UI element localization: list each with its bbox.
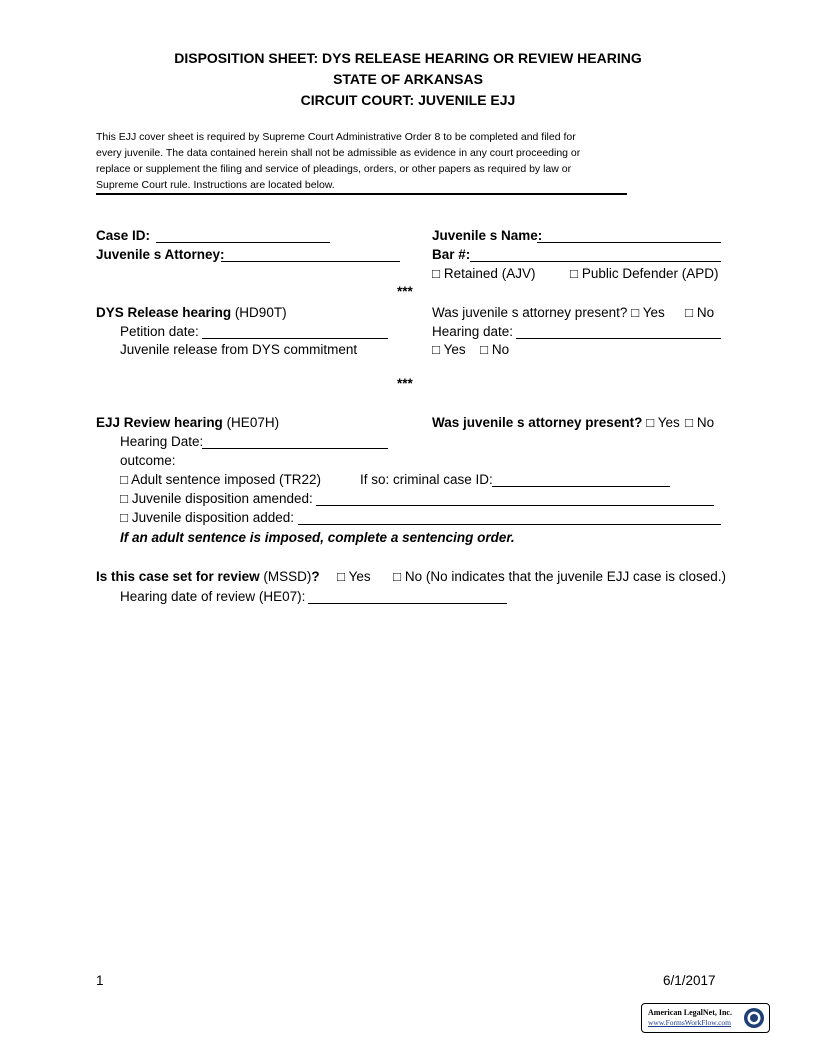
retained-checkbox[interactable]: □ Retained (AJV) <box>432 266 536 281</box>
hearing-date-field[interactable] <box>516 326 721 339</box>
legalnet-badge[interactable] <box>641 1003 770 1033</box>
hearing-date-label: Hearing date: <box>432 324 514 339</box>
ejj-hearing-title: EJJ Review hearing (HE07H) <box>96 415 280 430</box>
page-number: 1 <box>96 973 104 988</box>
ejj-hearing-date-label: Hearing Date: <box>120 434 204 449</box>
case-id-label: Case ID: <box>96 228 151 243</box>
intro-line-3: replace or supplement the filing and service of pleadings, orders, or other papers as required by law or <box>96 163 572 175</box>
intro-divider <box>96 193 627 195</box>
form-state: STATE OF ARKANSAS <box>333 71 483 87</box>
petition-date-field[interactable] <box>202 326 388 339</box>
bar-field[interactable] <box>470 249 721 262</box>
release-no[interactable]: □ No <box>480 342 510 357</box>
ejj-attorney-present: Was juvenile s attorney present? □ Yes <box>432 415 680 430</box>
intro-line-1: This EJJ cover sheet is required by Supreme Court Administrative Order 8 to be completed and filed for <box>96 131 576 143</box>
disposition-amended-checkbox[interactable]: □ Juvenile disposition amended: <box>120 491 313 506</box>
form-date: 6/1/2017 <box>663 973 716 988</box>
intro-line-2: every juvenile. The data contained herein shall not be admissible as evidence in any court proceeding or <box>96 147 581 159</box>
criminal-case-field[interactable] <box>492 474 670 487</box>
disposition-added-checkbox[interactable]: □ Juvenile disposition added: <box>120 510 295 525</box>
case-id-field[interactable] <box>156 230 330 243</box>
attorney-label: Juvenile s Attorney: <box>96 247 225 262</box>
disposition-amended-field[interactable] <box>316 493 714 506</box>
dys-hearing-title: DYS Release hearing (HD90T) <box>96 305 287 320</box>
separator-2: *** <box>397 376 413 391</box>
ejj-attorney-no[interactable]: □ No <box>685 415 715 430</box>
adult-sentence-checkbox[interactable]: □ Adult sentence imposed (TR22) <box>120 472 322 487</box>
public-defender-checkbox[interactable]: □ Public Defender (APD) <box>570 266 719 281</box>
release-label: Juvenile release from DYS commitment <box>120 342 358 357</box>
sentencing-note: If an adult sentence is imposed, complete a sentencing order. <box>120 530 515 545</box>
review-yes[interactable]: □ Yes <box>337 569 371 584</box>
bar-label: Bar #: <box>432 247 471 262</box>
criminal-case-label: If so: criminal case ID: <box>360 472 493 487</box>
review-date-field[interactable] <box>308 591 507 604</box>
review-no[interactable]: □ No (No indicates that the juvenile EJJ case is closed.) <box>393 569 727 584</box>
ejj-hearing-date-field[interactable] <box>202 436 388 449</box>
petition-date-label: Petition date: <box>120 324 199 339</box>
globe-icon <box>743 1007 765 1029</box>
release-yes[interactable]: □ Yes <box>432 342 466 357</box>
ejj-attorney-yes[interactable]: □ Yes <box>642 415 680 430</box>
juvenile-name-label: Juvenile s Name: <box>432 228 543 243</box>
attorney-field[interactable] <box>221 249 400 262</box>
form-court: CIRCUIT COURT: JUVENILE EJJ <box>300 92 516 108</box>
dys-attorney-present[interactable]: Was juvenile s attorney present? □ Yes <box>432 305 665 320</box>
review-date-label: Hearing date of review (HE07): <box>120 589 306 604</box>
form-title: DISPOSITION SHEET: DYS RELEASE HEARING OR REVIEW HEARING <box>174 50 642 66</box>
juvenile-name-field[interactable] <box>537 230 721 243</box>
disposition-added-field[interactable] <box>298 512 721 525</box>
intro-line-4: Supreme Court rule. Instructions are located below. <box>96 179 335 191</box>
separator-1: *** <box>397 284 413 299</box>
review-question: Is this case set for review (MSSD)? <box>96 569 320 584</box>
dys-attorney-no[interactable]: □ No <box>685 305 715 320</box>
outcome-label: outcome: <box>120 453 176 468</box>
brand-name: American LegalNet, Inc. <box>648 1008 732 1017</box>
brand-url[interactable]: www.FormsWorkFlow.com <box>648 1018 732 1027</box>
